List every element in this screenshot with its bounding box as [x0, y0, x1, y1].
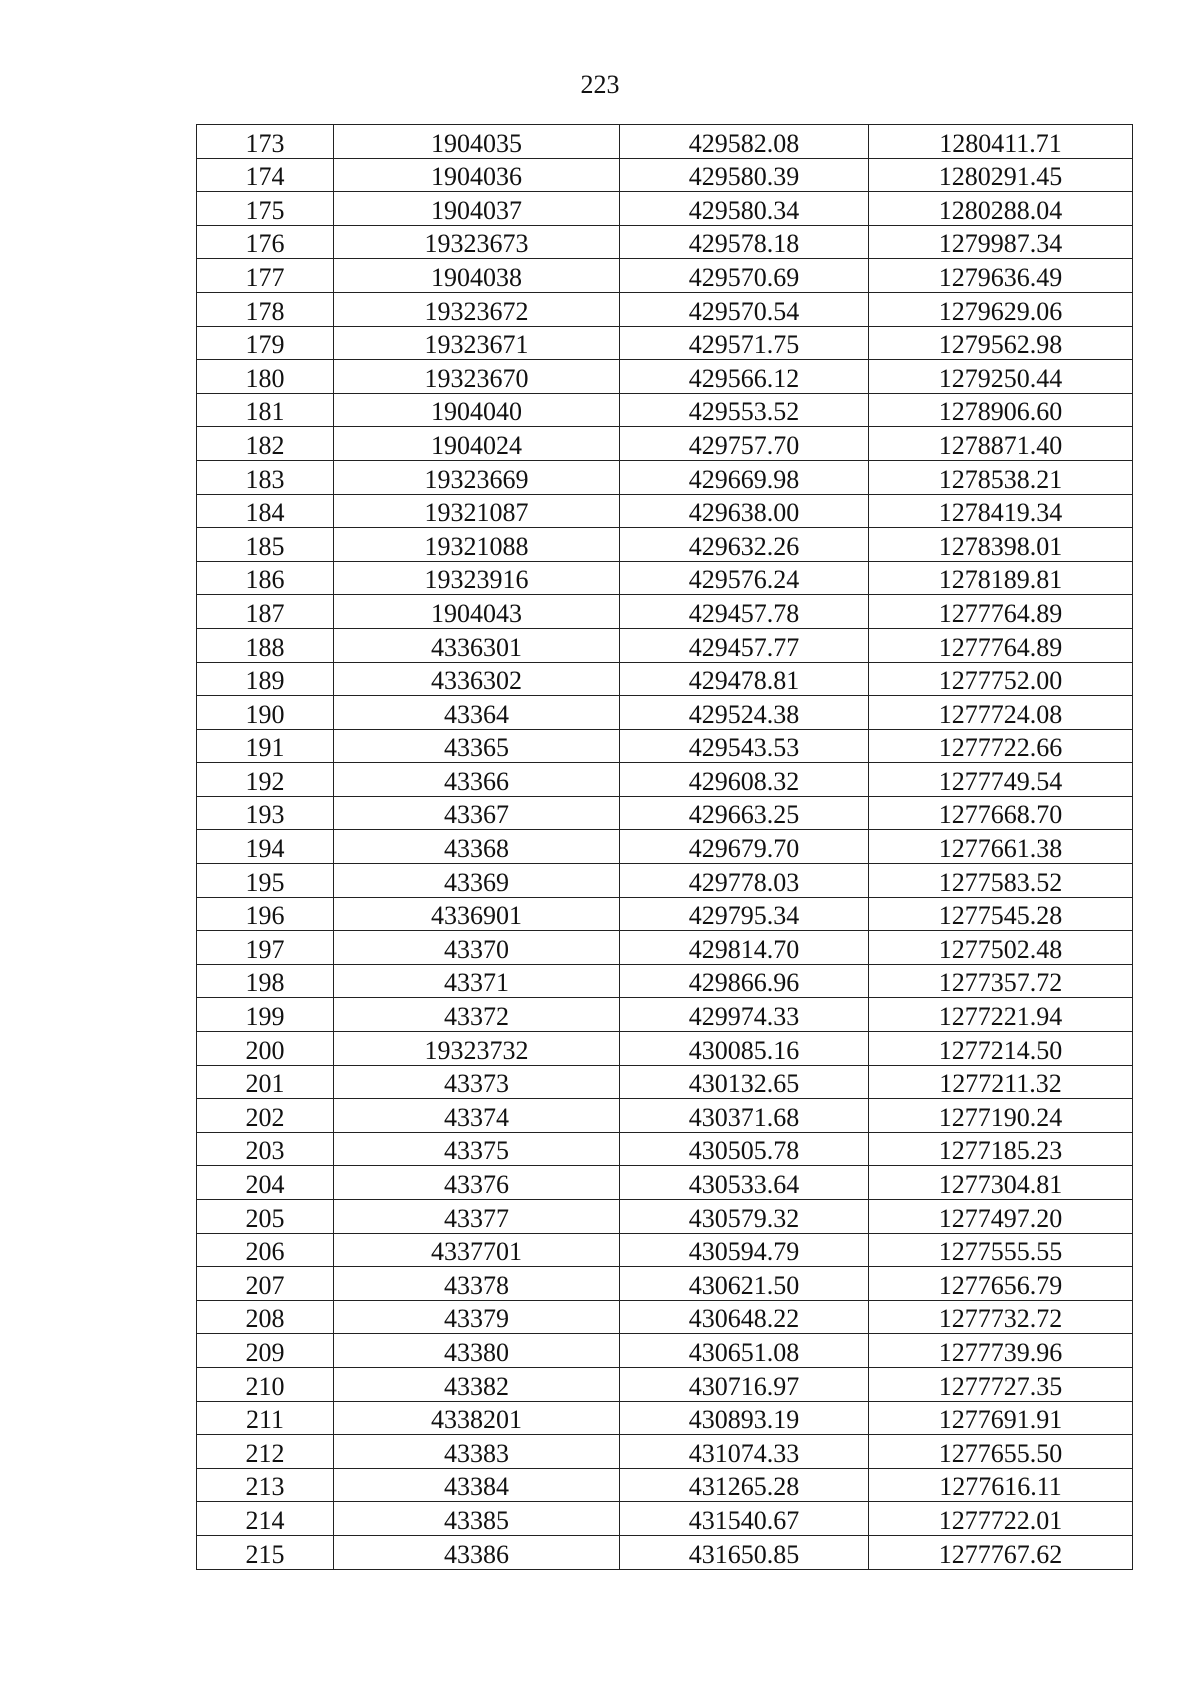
point-id-cell: 4338201 — [334, 1401, 620, 1435]
x-coordinate-cell: 431540.67 — [620, 1502, 869, 1536]
table-row — [197, 1300, 1133, 1334]
y-coordinate-cell: 1277545.28 — [869, 897, 1133, 931]
row-number-cell: 206 — [197, 1233, 334, 1267]
point-id-cell: 1904035 — [334, 125, 620, 159]
x-coordinate-cell: 429570.69 — [620, 259, 869, 293]
point-id-cell: 43371 — [334, 964, 620, 998]
point-id-cell: 43366 — [334, 763, 620, 797]
x-coordinate-cell: 429679.70 — [620, 830, 869, 864]
y-coordinate-cell: 1278538.21 — [869, 460, 1133, 494]
point-id-cell: 43380 — [334, 1334, 620, 1368]
x-coordinate-cell: 429866.96 — [620, 964, 869, 998]
row-number-cell: 210 — [197, 1367, 334, 1401]
x-coordinate-cell: 429570.54 — [620, 292, 869, 326]
y-coordinate-cell: 1279636.49 — [869, 259, 1133, 293]
x-coordinate-cell: 430716.97 — [620, 1367, 869, 1401]
row-number-cell: 196 — [197, 897, 334, 931]
table-row — [197, 998, 1133, 1032]
point-id-cell: 43364 — [334, 696, 620, 730]
table-row — [197, 1401, 1133, 1435]
y-coordinate-cell: 1277185.23 — [869, 1132, 1133, 1166]
row-number-cell: 179 — [197, 326, 334, 360]
x-coordinate-cell: 429553.52 — [620, 393, 869, 427]
point-id-cell: 43368 — [334, 830, 620, 864]
table-row — [197, 931, 1133, 965]
point-id-cell: 19323669 — [334, 460, 620, 494]
x-coordinate-cell: 429478.81 — [620, 662, 869, 696]
point-id-cell: 43383 — [334, 1435, 620, 1469]
table-row — [197, 1132, 1133, 1166]
y-coordinate-cell: 1277724.08 — [869, 696, 1133, 730]
y-coordinate-cell: 1277691.91 — [869, 1401, 1133, 1435]
y-coordinate-cell: 1277656.79 — [869, 1267, 1133, 1301]
y-coordinate-cell: 1277752.00 — [869, 662, 1133, 696]
table-row — [197, 494, 1133, 528]
y-coordinate-cell: 1279250.44 — [869, 360, 1133, 394]
table-row — [197, 1233, 1133, 1267]
table-row — [197, 528, 1133, 562]
table-row — [197, 125, 1133, 159]
point-id-cell: 4336301 — [334, 628, 620, 662]
y-coordinate-cell: 1277655.50 — [869, 1435, 1133, 1469]
table-row — [197, 1065, 1133, 1099]
y-coordinate-cell: 1277764.89 — [869, 595, 1133, 629]
row-number-cell: 200 — [197, 1032, 334, 1066]
point-id-cell: 4336302 — [334, 662, 620, 696]
table-row — [197, 158, 1133, 192]
x-coordinate-cell: 430533.64 — [620, 1166, 869, 1200]
x-coordinate-cell: 429757.70 — [620, 427, 869, 461]
point-id-cell: 1904038 — [334, 259, 620, 293]
point-id-cell: 43386 — [334, 1535, 620, 1569]
table-row — [197, 1032, 1133, 1066]
point-id-cell: 19321087 — [334, 494, 620, 528]
row-number-cell: 173 — [197, 125, 334, 159]
x-coordinate-cell: 429571.75 — [620, 326, 869, 360]
row-number-cell: 211 — [197, 1401, 334, 1435]
table-row — [197, 1267, 1133, 1301]
y-coordinate-cell: 1280291.45 — [869, 158, 1133, 192]
point-id-cell: 19323672 — [334, 292, 620, 326]
row-number-cell: 212 — [197, 1435, 334, 1469]
x-coordinate-cell: 429632.26 — [620, 528, 869, 562]
table-row — [197, 1367, 1133, 1401]
x-coordinate-cell: 430132.65 — [620, 1065, 869, 1099]
x-coordinate-cell: 430893.19 — [620, 1401, 869, 1435]
table-row — [197, 427, 1133, 461]
y-coordinate-cell: 1277668.70 — [869, 796, 1133, 830]
table-row — [197, 460, 1133, 494]
point-id-cell: 19323732 — [334, 1032, 620, 1066]
y-coordinate-cell: 1279562.98 — [869, 326, 1133, 360]
y-coordinate-cell: 1277357.72 — [869, 964, 1133, 998]
point-id-cell: 19321088 — [334, 528, 620, 562]
table-row — [197, 1535, 1133, 1569]
point-id-cell: 43370 — [334, 931, 620, 965]
row-number-cell: 175 — [197, 192, 334, 226]
table-row — [197, 897, 1133, 931]
point-id-cell: 43374 — [334, 1099, 620, 1133]
row-number-cell: 193 — [197, 796, 334, 830]
row-number-cell: 213 — [197, 1468, 334, 1502]
point-id-cell: 43373 — [334, 1065, 620, 1099]
y-coordinate-cell: 1277214.50 — [869, 1032, 1133, 1066]
x-coordinate-cell: 429814.70 — [620, 931, 869, 965]
point-id-cell: 43377 — [334, 1200, 620, 1234]
y-coordinate-cell: 1277502.48 — [869, 931, 1133, 965]
table-row — [197, 696, 1133, 730]
point-id-cell: 19323670 — [334, 360, 620, 394]
y-coordinate-cell: 1279987.34 — [869, 225, 1133, 259]
x-coordinate-cell: 429457.78 — [620, 595, 869, 629]
x-coordinate-cell: 429608.32 — [620, 763, 869, 797]
row-number-cell: 177 — [197, 259, 334, 293]
y-coordinate-cell: 1280411.71 — [869, 125, 1133, 159]
row-number-cell: 215 — [197, 1535, 334, 1569]
x-coordinate-cell: 429580.34 — [620, 192, 869, 226]
point-id-cell: 19323673 — [334, 225, 620, 259]
row-number-cell: 195 — [197, 864, 334, 898]
row-number-cell: 176 — [197, 225, 334, 259]
point-id-cell: 43378 — [334, 1267, 620, 1301]
x-coordinate-cell: 430621.50 — [620, 1267, 869, 1301]
x-coordinate-cell: 429543.53 — [620, 729, 869, 763]
point-id-cell: 4337701 — [334, 1233, 620, 1267]
table-row — [197, 1200, 1133, 1234]
point-id-cell: 1904024 — [334, 427, 620, 461]
table-row — [197, 864, 1133, 898]
row-number-cell: 188 — [197, 628, 334, 662]
y-coordinate-cell: 1278398.01 — [869, 528, 1133, 562]
row-number-cell: 199 — [197, 998, 334, 1032]
table-row — [197, 1502, 1133, 1536]
point-id-cell: 43379 — [334, 1300, 620, 1334]
table-row — [197, 192, 1133, 226]
y-coordinate-cell: 1277190.24 — [869, 1099, 1133, 1133]
table-row — [197, 628, 1133, 662]
y-coordinate-cell: 1277555.55 — [869, 1233, 1133, 1267]
y-coordinate-cell: 1279629.06 — [869, 292, 1133, 326]
y-coordinate-cell: 1277732.72 — [869, 1300, 1133, 1334]
y-coordinate-cell: 1277739.96 — [869, 1334, 1133, 1368]
table-row — [197, 662, 1133, 696]
row-number-cell: 194 — [197, 830, 334, 864]
point-id-cell: 43372 — [334, 998, 620, 1032]
x-coordinate-cell: 430579.32 — [620, 1200, 869, 1234]
y-coordinate-cell: 1277221.94 — [869, 998, 1133, 1032]
y-coordinate-cell: 1277749.54 — [869, 763, 1133, 797]
point-id-cell: 4336901 — [334, 897, 620, 931]
x-coordinate-cell: 429457.77 — [620, 628, 869, 662]
row-number-cell: 197 — [197, 931, 334, 965]
x-coordinate-cell: 431650.85 — [620, 1535, 869, 1569]
point-id-cell: 1904043 — [334, 595, 620, 629]
y-coordinate-cell: 1278419.34 — [869, 494, 1133, 528]
x-coordinate-cell: 429524.38 — [620, 696, 869, 730]
x-coordinate-cell: 430505.78 — [620, 1132, 869, 1166]
row-number-cell: 202 — [197, 1099, 334, 1133]
table-row — [197, 796, 1133, 830]
x-coordinate-cell: 429663.25 — [620, 796, 869, 830]
row-number-cell: 191 — [197, 729, 334, 763]
row-number-cell: 178 — [197, 292, 334, 326]
y-coordinate-cell: 1277497.20 — [869, 1200, 1133, 1234]
x-coordinate-cell: 429578.18 — [620, 225, 869, 259]
coordinates-table — [196, 124, 1133, 1570]
table-row — [197, 595, 1133, 629]
row-number-cell: 190 — [197, 696, 334, 730]
x-coordinate-cell: 429566.12 — [620, 360, 869, 394]
y-coordinate-cell: 1277583.52 — [869, 864, 1133, 898]
y-coordinate-cell: 1277764.89 — [869, 628, 1133, 662]
row-number-cell: 192 — [197, 763, 334, 797]
row-number-cell: 201 — [197, 1065, 334, 1099]
x-coordinate-cell: 429778.03 — [620, 864, 869, 898]
table-row — [197, 830, 1133, 864]
row-number-cell: 204 — [197, 1166, 334, 1200]
point-id-cell: 19323916 — [334, 561, 620, 595]
row-number-cell: 182 — [197, 427, 334, 461]
y-coordinate-cell: 1277661.38 — [869, 830, 1133, 864]
point-id-cell: 43382 — [334, 1367, 620, 1401]
x-coordinate-cell: 429582.08 — [620, 125, 869, 159]
y-coordinate-cell: 1278871.40 — [869, 427, 1133, 461]
point-id-cell: 43369 — [334, 864, 620, 898]
table-row — [197, 326, 1133, 360]
table-row — [197, 561, 1133, 595]
x-coordinate-cell: 431265.28 — [620, 1468, 869, 1502]
x-coordinate-cell: 429580.39 — [620, 158, 869, 192]
y-coordinate-cell: 1278189.81 — [869, 561, 1133, 595]
table-row — [197, 1468, 1133, 1502]
y-coordinate-cell: 1277722.66 — [869, 729, 1133, 763]
point-id-cell: 19323671 — [334, 326, 620, 360]
x-coordinate-cell: 430085.16 — [620, 1032, 869, 1066]
table-row — [197, 292, 1133, 326]
x-coordinate-cell: 430371.68 — [620, 1099, 869, 1133]
x-coordinate-cell: 429795.34 — [620, 897, 869, 931]
x-coordinate-cell: 429638.00 — [620, 494, 869, 528]
row-number-cell: 189 — [197, 662, 334, 696]
point-id-cell: 43376 — [334, 1166, 620, 1200]
x-coordinate-cell: 430594.79 — [620, 1233, 869, 1267]
table-row — [197, 1099, 1133, 1133]
row-number-cell: 208 — [197, 1300, 334, 1334]
point-id-cell: 1904040 — [334, 393, 620, 427]
point-id-cell: 43375 — [334, 1132, 620, 1166]
y-coordinate-cell: 1280288.04 — [869, 192, 1133, 226]
table-row — [197, 259, 1133, 293]
point-id-cell: 1904036 — [334, 158, 620, 192]
page-number: 223 — [580, 70, 620, 99]
row-number-cell: 214 — [197, 1502, 334, 1536]
table-row — [197, 1166, 1133, 1200]
table-row — [197, 360, 1133, 394]
point-id-cell: 1904037 — [334, 192, 620, 226]
x-coordinate-cell: 429669.98 — [620, 460, 869, 494]
row-number-cell: 184 — [197, 494, 334, 528]
row-number-cell: 181 — [197, 393, 334, 427]
x-coordinate-cell: 430648.22 — [620, 1300, 869, 1334]
table-row — [197, 1435, 1133, 1469]
y-coordinate-cell: 1277616.11 — [869, 1468, 1133, 1502]
y-coordinate-cell: 1278906.60 — [869, 393, 1133, 427]
table-row — [197, 763, 1133, 797]
row-number-cell: 185 — [197, 528, 334, 562]
y-coordinate-cell: 1277722.01 — [869, 1502, 1133, 1536]
point-id-cell: 43385 — [334, 1502, 620, 1536]
row-number-cell: 174 — [197, 158, 334, 192]
point-id-cell: 43367 — [334, 796, 620, 830]
point-id-cell: 43365 — [334, 729, 620, 763]
row-number-cell: 183 — [197, 460, 334, 494]
row-number-cell: 209 — [197, 1334, 334, 1368]
table-row — [197, 393, 1133, 427]
point-id-cell: 43384 — [334, 1468, 620, 1502]
x-coordinate-cell: 430651.08 — [620, 1334, 869, 1368]
row-number-cell: 198 — [197, 964, 334, 998]
y-coordinate-cell: 1277304.81 — [869, 1166, 1133, 1200]
table-row — [197, 964, 1133, 998]
row-number-cell: 187 — [197, 595, 334, 629]
row-number-cell: 205 — [197, 1200, 334, 1234]
row-number-cell: 207 — [197, 1267, 334, 1301]
table-row — [197, 1334, 1133, 1368]
x-coordinate-cell: 431074.33 — [620, 1435, 869, 1469]
x-coordinate-cell: 429576.24 — [620, 561, 869, 595]
row-number-cell: 186 — [197, 561, 334, 595]
row-number-cell: 203 — [197, 1132, 334, 1166]
y-coordinate-cell: 1277727.35 — [869, 1367, 1133, 1401]
table-body — [197, 125, 1133, 1570]
x-coordinate-cell: 429974.33 — [620, 998, 869, 1032]
table-row — [197, 729, 1133, 763]
row-number-cell: 180 — [197, 360, 334, 394]
y-coordinate-cell: 1277767.62 — [869, 1535, 1133, 1569]
table-row — [197, 225, 1133, 259]
y-coordinate-cell: 1277211.32 — [869, 1065, 1133, 1099]
